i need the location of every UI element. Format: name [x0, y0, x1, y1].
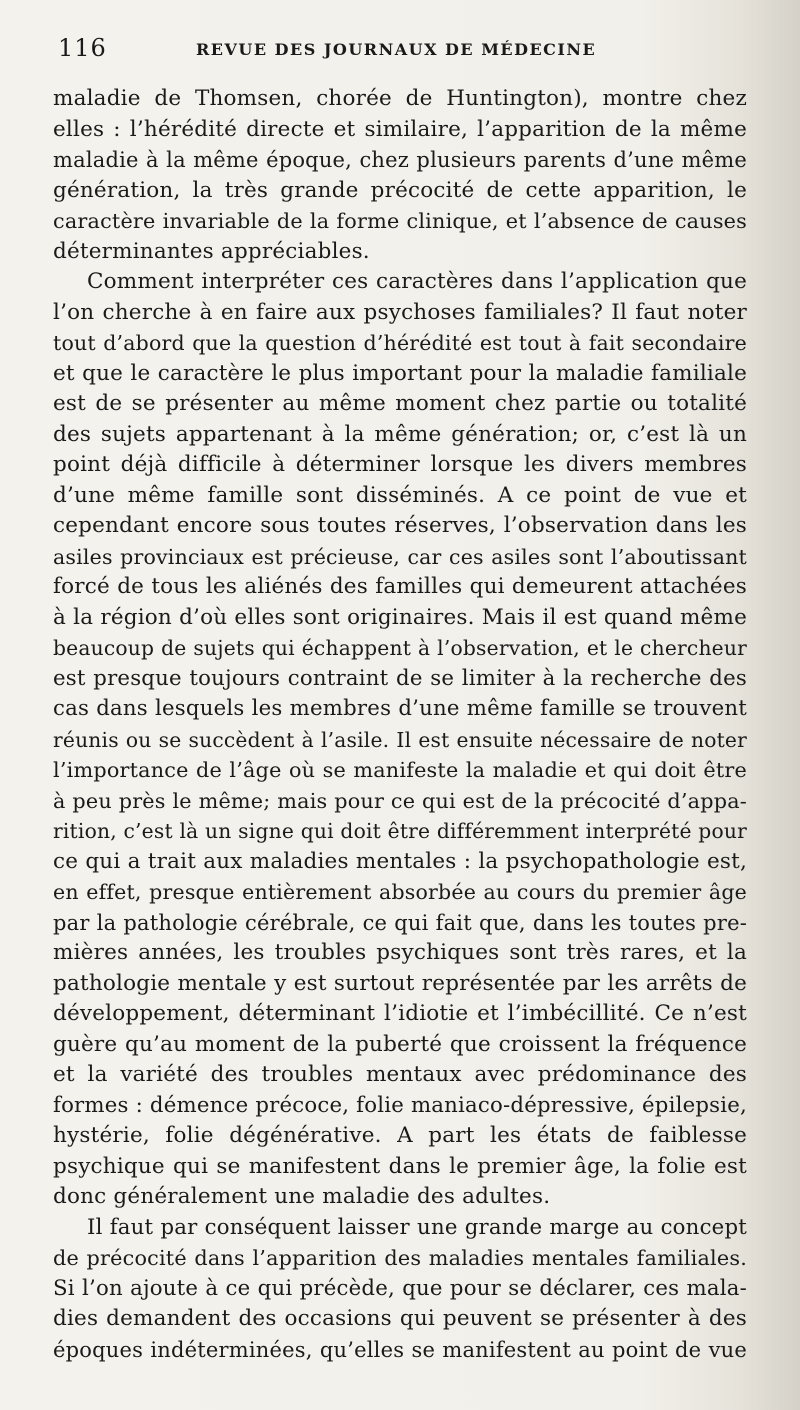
text-line: mières années, les troubles psychiques sont très rares, et la: [53, 940, 747, 965]
running-title: REVUE DES JOURNAUX DE MÉDECINE: [196, 40, 597, 59]
text-line: à la région d’où elles sont originaires. Mais il est quand même: [53, 604, 747, 630]
text-line: par la pathologie cérébrale, ce qui fait que, dans les toutes pre-: [53, 910, 747, 935]
text-line: l’on cherche à en faire aux psychoses familiales? Il faut noter: [53, 299, 747, 325]
text-line: elles : l’hérédité directe et similaire, l’apparition de la même: [53, 116, 747, 142]
text-line: développement, déterminant l’idiotie et l’imbécillité. Ce n’est: [53, 1001, 747, 1026]
text-line: cependant encore sous toutes réserves, l’observation dans les: [53, 513, 747, 538]
text-line: en effet, presque entièrement absorbée au cours du premier âge: [53, 880, 747, 904]
text-line: réunis ou se succèdent à l’asile. Il est ensuite nécessaire de noter: [53, 727, 747, 752]
text-line: génération, la très grande précocité de cette apparition, le: [53, 177, 747, 203]
text-line: des sujets appartenant à la même génération; or, c’est là un: [53, 421, 747, 447]
text-line: psychique qui se manifestent dans le premier âge, la folie est: [53, 1153, 747, 1179]
text-line: et que le caractère le plus important pour la maladie familiale: [53, 360, 747, 386]
text-line: ce qui a trait aux maladies mentales : la psychopathologie est,: [53, 848, 747, 874]
text-line: point déjà difficile à déterminer lorsque les divers membres: [53, 452, 747, 477]
text-line: et la variété des troubles mentaux avec prédominance des: [53, 1062, 747, 1087]
text-line: est presque toujours contraint de se limiter à la recherche des: [53, 665, 747, 691]
text-line: d’une même famille sont disséminés. A ce point de vue et: [53, 482, 747, 508]
text-line: forcé de tous les aliénés des familles qui demeurent attachées: [53, 574, 747, 599]
page-header: [54, 34, 754, 68]
text-line: donc généralement une maladie des adultes.: [53, 1184, 551, 1209]
text-line: maladie de Thomsen, chorée de Huntington), montre chez: [53, 86, 747, 111]
paragraph-start-line: Il faut par conséquent laisser une grande marge au concept: [87, 1214, 747, 1240]
page-number: 116: [58, 34, 107, 62]
text-line: cas dans lesquels les membres d’une même famille se trouvent: [53, 696, 747, 721]
text-line: maladie à la même époque, chez plusieurs parents d’une même: [53, 148, 747, 172]
text-line: guère qu’au moment de la puberté que croissent la fréquence: [53, 1031, 747, 1057]
text-line: époques indéterminées, qu’elles se manifestent au point de vue: [53, 1337, 747, 1362]
text-line: asiles provinciaux est précieuse, car ces asiles sont l’aboutissant: [53, 544, 747, 569]
paragraph-start-line: Comment interpréter ces caractères dans l’application que: [87, 269, 747, 294]
text-line: beaucoup de sujets qui échappent à l’observation, et le chercheur: [53, 636, 747, 660]
text-line: rition, c’est là un signe qui doit être différemment interprété pour: [53, 819, 747, 843]
text-line: pathologie mentale y est surtout représentée par les arrêts de: [53, 970, 747, 996]
text-line: déterminantes appréciables.: [53, 238, 370, 264]
text-line: est de se présenter au même moment chez partie ou totalité: [53, 391, 747, 416]
text-line: de précocité dans l’apparition des maladies mentales familiales.: [53, 1246, 747, 1270]
text-line: tout d’abord que la question d’hérédité est tout à fait secondaire: [53, 331, 747, 355]
body-text: [53, 84, 747, 1365]
text-line: formes : démence précoce, folie maniaco-dépressive, épilepsie,: [53, 1092, 747, 1118]
text-line: à peu près le même; mais pour ce qui est de la précocité d’appa-: [53, 788, 747, 813]
text-line: dies demandent des occasions qui peuvent se présenter à des: [53, 1306, 747, 1331]
text-line: hystérie, folie dégénérative. A part les états de faiblesse: [53, 1123, 747, 1148]
text-line: Si l’on ajoute à ce qui précède, que pour se déclarer, ces mala-: [53, 1275, 747, 1301]
text-line: caractère invariable de la forme clinique, et l’absence de causes: [53, 209, 747, 233]
text-line: l’importance de l’âge où se manifeste la maladie et qui doit être: [53, 758, 747, 782]
